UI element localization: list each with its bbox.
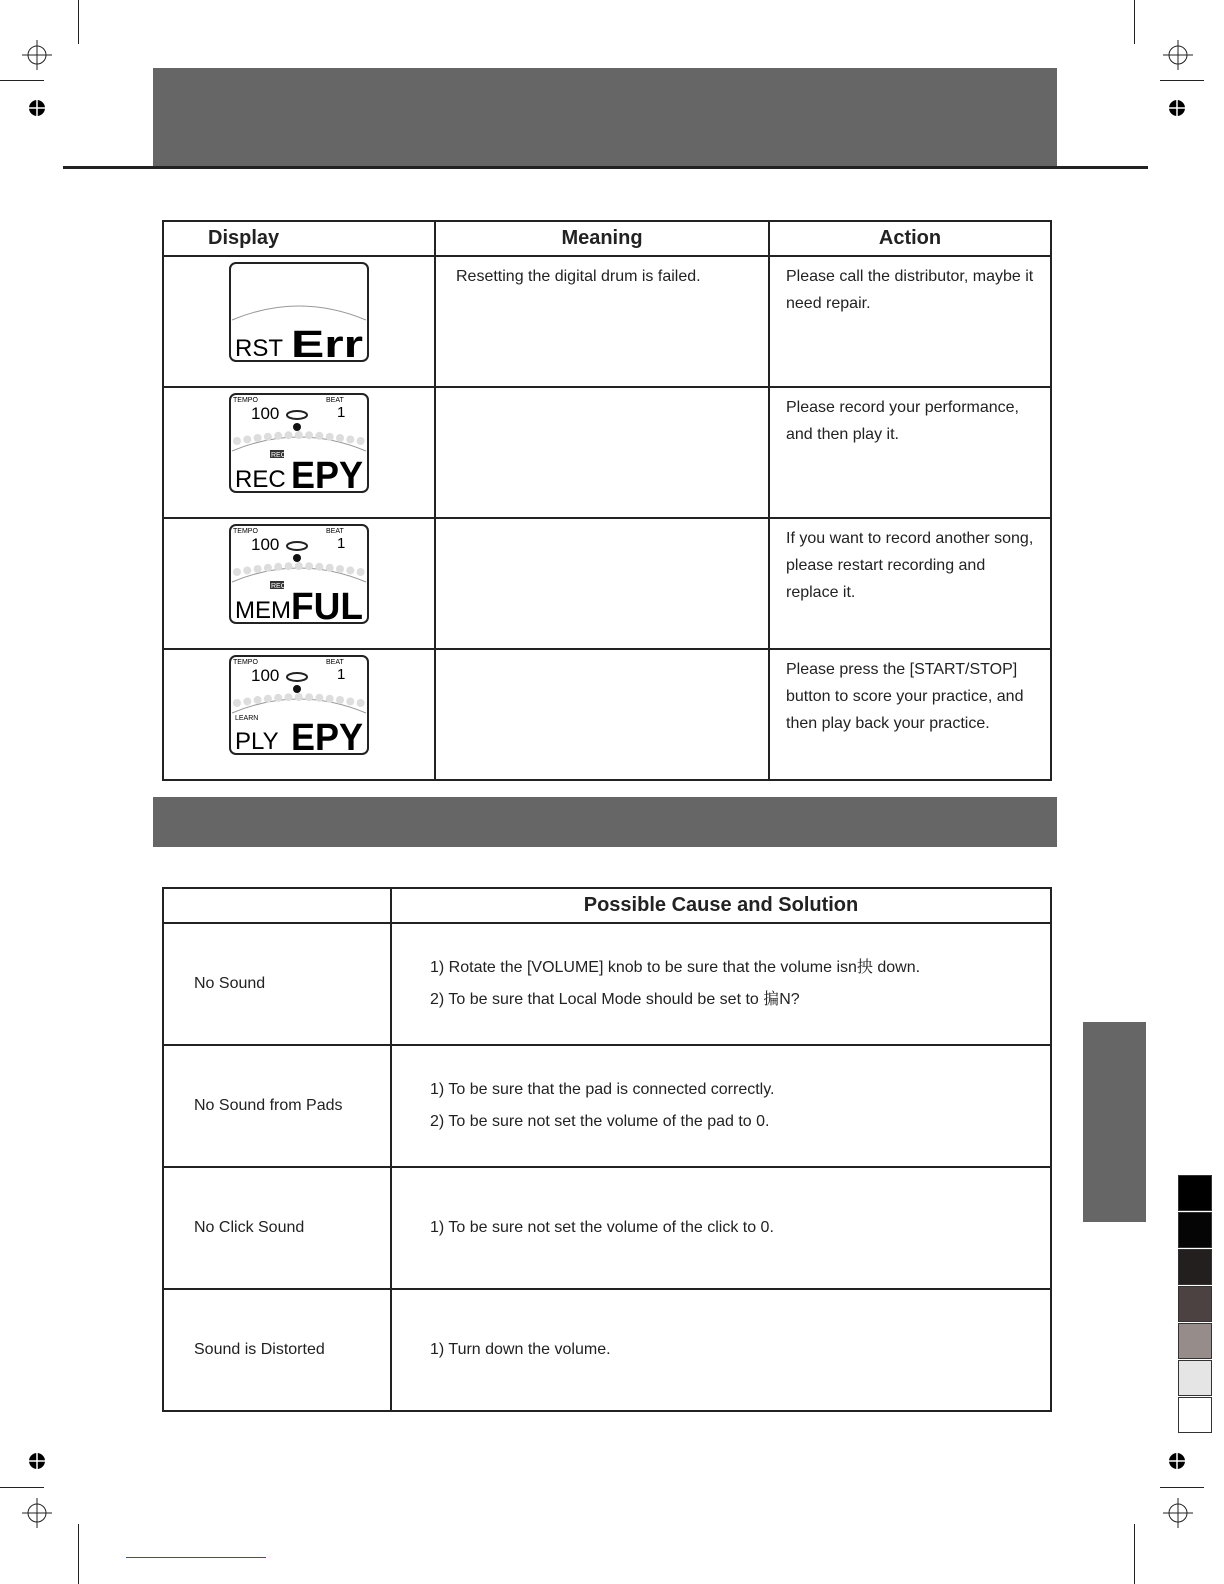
beat-dot [254,565,262,573]
beat-dot [305,431,313,439]
registration-dot-icon [1167,1451,1187,1471]
solution-cell [391,1045,1051,1167]
beat-dot [295,431,303,439]
beat-dot [346,435,354,443]
problem-cell: No Sound [163,923,391,1045]
crosshair-icon [22,1498,52,1528]
crop-mark [0,80,44,81]
crosshair-icon [1163,1498,1193,1528]
solution-item: 2) To be sure not set the volume of the pad to 0. [430,1113,770,1130]
table-row [163,387,1051,518]
swatch [1178,1249,1212,1285]
lcd-main-text: EPY [291,717,363,755]
beat-dot [326,433,334,441]
lcd-main-text: Err [291,324,364,362]
beat-value: 1 [337,666,346,683]
table-row [163,1045,1051,1167]
table-row [163,923,1051,1045]
beat-dot [274,432,282,440]
table-row [163,1167,1051,1289]
troubleshooting-table [162,887,1052,1412]
tempo-value: 100 [251,535,280,554]
beat-dot [285,693,293,701]
beat-label: BEAT [326,397,344,404]
action-cell: Please press the [START/STOP] button to score your practice, and then play back your practice. [769,649,1051,780]
action-cell: Please record your performance, and then play it. [769,387,1051,518]
tempo-value: 100 [251,404,280,423]
beat-dot [254,696,262,704]
registration-dot-icon [27,98,47,118]
swatch [1178,1323,1212,1359]
display-cell [163,518,435,649]
beat-dot [305,693,313,701]
lcd-left-text: RST [235,335,283,362]
beat-dot [295,562,303,570]
tempo-label: TEMPO [233,659,258,666]
action-cell: If you want to record another song, please restart recording and replace it. [769,518,1051,649]
display-cell [163,256,435,387]
beat-dot [295,693,303,701]
rec-badge: REC [271,452,286,459]
solution-item: 1) Rotate the [VOLUME] knob to be sure that the volume isn抰 down. [430,959,921,976]
beat-dot [357,437,365,445]
beat-dot [336,565,344,573]
problem-cell: No Click Sound [163,1167,391,1289]
registration-dot-icon [1167,98,1187,118]
beat-label: BEAT [326,528,344,535]
table-row [163,1289,1051,1411]
lcd-display [229,262,369,362]
footer-rule [126,1557,266,1558]
solution-cell [391,923,1051,1045]
solution-item: 1) To be sure that the pad is connected correctly. [430,1081,775,1098]
beat-dot [274,694,282,702]
beat-dot [326,695,334,703]
table-header-row [163,888,1051,923]
beat-dot [243,566,251,574]
lcd-display [229,524,369,624]
learn-badge: LEARN [235,715,259,722]
crop-mark [1134,1524,1135,1584]
beat-dot [233,568,241,576]
beat-dot [305,562,313,570]
table-row [163,518,1051,649]
beat-dot [357,568,365,576]
beat-dot [233,699,241,707]
lcd-main-text: FUL [291,586,363,624]
problem-cell: No Sound from Pads [163,1045,391,1167]
swatch [1178,1212,1212,1248]
beat-dot [346,697,354,705]
beat-dot [285,562,293,570]
crosshair-icon [1163,40,1193,70]
beat-dot [336,696,344,704]
meaning-cell [435,387,769,518]
section-header-band [153,797,1057,847]
beat-dot [357,699,365,707]
section-header-band [153,68,1057,167]
header-display: Display [163,221,435,256]
meaning-cell [435,518,769,649]
beat-dot [274,563,282,571]
problem-cell: Sound is Distorted [163,1289,391,1411]
side-tab [1083,1022,1146,1222]
beat-dot [326,564,334,572]
beat-dot [336,434,344,442]
solution-cell [391,1289,1051,1411]
table-row [163,649,1051,780]
table-header-row [163,221,1051,256]
crosshair-icon [22,40,52,70]
beat-value: 1 [337,404,346,421]
display-cell [163,649,435,780]
beat-value: 1 [337,535,346,552]
lcd-main-text: EPY [291,455,363,493]
header-solution: Possible Cause and Solution [391,888,1051,923]
beat-dot [264,695,272,703]
beat-dot [254,434,262,442]
tempo-label: TEMPO [233,397,258,404]
beat-dot [243,697,251,705]
header-action: Action [769,221,1051,256]
crop-mark [78,0,79,44]
beat-dot [346,566,354,574]
crop-mark [1160,80,1204,81]
header-problem [163,888,391,923]
lcd-left-text: PLY [235,728,279,755]
beat-dot [264,564,272,572]
table-row [163,256,1051,387]
crop-mark [78,1524,79,1584]
beat-label: BEAT [326,659,344,666]
beat-dot [264,433,272,441]
meaning-cell [435,649,769,780]
beat-dot [315,432,323,440]
swatch [1178,1286,1212,1322]
registration-dot-icon [27,1451,47,1471]
action-cell: Please call the distributor, maybe it need repair. [769,256,1051,387]
beat-dot [315,694,323,702]
solution-item: 1) To be sure not set the volume of the click to 0. [430,1219,774,1236]
swatch [1178,1360,1212,1396]
lcd-display [229,655,369,755]
display-cell [163,387,435,518]
solution-cell [391,1167,1051,1289]
beat-dot [243,435,251,443]
solution-item: 2) To be sure that Local Mode should be set to 揙N? [430,991,800,1008]
error-display-table [162,220,1052,781]
meaning-cell: Resetting the digital drum is failed. [435,256,769,387]
tempo-value: 100 [251,666,280,685]
lcd-display [229,393,369,493]
header-rule [63,166,1148,169]
crop-mark [0,1487,44,1488]
swatch [1178,1175,1212,1211]
beat-dot [315,563,323,571]
header-meaning: Meaning [435,221,769,256]
lcd-left-text: REC [235,466,286,493]
tempo-label: TEMPO [233,528,258,535]
lcd-left-text: MEM [235,597,291,624]
solution-item: 1) Turn down the volume. [430,1341,611,1358]
crop-mark [1134,0,1135,44]
beat-dot [285,431,293,439]
crop-mark [1160,1487,1204,1488]
rec-badge: REC [271,583,286,590]
swatch [1178,1397,1212,1433]
beat-dot [233,437,241,445]
